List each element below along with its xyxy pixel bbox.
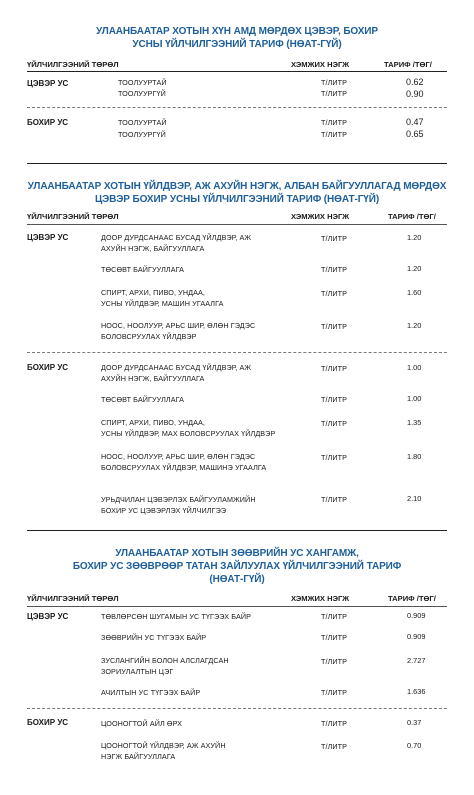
section3-category-clean: ЦЭВЭР УС (27, 612, 69, 621)
section2-row-tariff: 1.00 (407, 394, 422, 403)
section2-row-desc: СПИРТ, АРХИ, ПИВО, УНДАА, (101, 418, 205, 427)
section2-row-desc: УРЬДЧИЛАН ЦЭВЭРЛЭХ БАЙГУУЛАМЖИЙН (101, 495, 256, 504)
section2-col-unit: ХЭМЖИХ НЭГЖ (291, 212, 350, 221)
section2-row-unit: Т/ЛИТР (321, 289, 348, 298)
section2-title-line1: УЛААНБААТАР ХОТЫН ҮЙЛДВЭР, АЖ АХУЙН НЭГЖ, АЛБАН БАЙГУУЛЛАГАД МӨРДӨХ (27, 181, 447, 192)
section1-row-desc: ТООЛУУРТАЙ (118, 78, 167, 87)
section3-title-line2: БОХИР УС ЗӨӨВРӨӨР ТАТАН ЗАЙЛУУЛАХ ҮЙЛЧИЛГЭЭНИЙ ТАРИФ (72, 561, 402, 572)
section2-title-line2: ЦЭВЭР БОХИР УСНЫ ҮЙЛЧИЛГЭЭНИЙ ТАРИФ (НӨАТ-ГҮЙ) (94, 194, 380, 205)
section3-row-desc: ЗӨӨВРИЙН УС ТҮГЭЭХ БАЙР (101, 633, 207, 642)
section1-group-divider (27, 107, 447, 108)
section2-category-waste: БОХИР УС (27, 363, 69, 372)
section3-col-tariff: ТАРИФ /ТӨГ/ (388, 594, 436, 603)
section3-row-desc: ЗУСЛАНГИЙН БОЛОН АЛСЛАГДСАН (101, 656, 229, 665)
section2-col-tariff: ТАРИФ /ТӨГ/ (388, 212, 436, 221)
section3-row-tariff: 2.727 (407, 656, 426, 665)
section2-row-desc: АХУЙН НЭГЖ, БАЙГУУЛЛАГА (101, 374, 205, 383)
section2-row-desc: БОЛОВСРУУЛАХ ҮЙЛДВЭР (101, 332, 197, 341)
section1-row-tariff: 0.65 (406, 129, 424, 139)
section3-title-line3: (НӨАТ-ГҮЙ) (209, 574, 265, 585)
section1-col-unit: ХЭМЖИХ НЭГЖ (291, 60, 350, 69)
section2-row-desc: УСНЫ ҮЙЛДВЭР, МАШИН УГААЛГА (101, 299, 224, 308)
section3-row-unit: Т/ЛИТР (321, 657, 348, 666)
section2-header-rule (27, 224, 447, 225)
section2-row-tariff: 1.20 (407, 264, 422, 273)
section1-category-waste: БОХИР УС (27, 118, 69, 127)
section2-row-desc: ТӨСӨВТ БАЙГУУЛЛАГА (101, 265, 184, 274)
section1-row-unit: Т/ЛИТР (321, 89, 348, 98)
section3-row-tariff: 0.909 (407, 611, 426, 620)
section1-col-type: ҮЙЛЧИЛГЭЭНИЙ ТӨРӨЛ (27, 60, 119, 69)
section2-row-unit: Т/ЛИТР (321, 495, 348, 504)
section2-row-desc: СПИРТ, АРХИ, ПИВО, УНДАА, (101, 288, 205, 297)
section2-row-desc: ДООР ДУРДСАНААС БУСАД ҮЙЛДВЭР, АЖ (101, 363, 252, 372)
section2-row-tariff: 1.60 (407, 288, 422, 297)
section2-row-unit: Т/ЛИТР (321, 234, 348, 243)
section2-row-tariff: 2.10 (407, 494, 422, 503)
section2-row-desc: НООС, НООЛУУР, АРЬС ШИР, ӨЛӨН ГЭДЭС (101, 452, 256, 461)
section3-row-unit: Т/ЛИТР (321, 688, 348, 697)
section3-row-desc: НЭГЖ БАЙГУУЛЛАГА (101, 752, 176, 761)
section1-col-tariff: ТАРИФ /ТӨГ/ (384, 60, 432, 69)
section1-row-desc: ТООЛУУРГҮЙ (118, 89, 166, 98)
section3-row-desc: АЧИЛТЫН УС ТҮГЭЭХ БАЙР (101, 688, 201, 697)
section1-row-unit: Т/ЛИТР (321, 118, 348, 127)
section2-col-type: ҮЙЛЧИЛГЭЭНИЙ ТӨРӨЛ (27, 212, 119, 221)
section2-row-unit: Т/ЛИТР (321, 265, 348, 274)
section1-row-tariff: 0.90 (406, 89, 424, 99)
section1-row-unit: Т/ЛИТР (321, 78, 348, 87)
section2-row-tariff: 1.80 (407, 452, 422, 461)
section2-row-desc: БОХИР УС ЦЭВЭРЛЭХ ҮЙЛЧИЛГЭЭ (101, 506, 227, 515)
section1-category-clean: ЦЭВЭР УС (27, 79, 69, 88)
section2-category-clean: ЦЭВЭР УС (27, 233, 69, 242)
section3-row-unit: Т/ЛИТР (321, 719, 348, 728)
section3-row-tariff: 0.909 (407, 632, 426, 641)
section1-title-line1: УЛААНБААТАР ХОТЫН ХҮН АМД МӨРДӨХ ЦЭВЭР, БОХИР (96, 26, 378, 37)
section3-header-rule (27, 606, 447, 607)
section2-row-desc: ТӨСӨВТ БАЙГУУЛЛАГА (101, 395, 184, 404)
section2-row-tariff: 1.20 (407, 233, 422, 242)
section2-group-divider (27, 352, 447, 353)
section2-row-desc: НООС, НООЛУУР, АРЬС ШИР, ӨЛӨН ГЭДЭС (101, 321, 256, 330)
section3-title-line1: УЛААНБААТАР ХОТЫН ЗӨӨВРИЙН УС ХАНГАМЖ, (115, 548, 359, 559)
section3-row-desc: ТӨВЛӨРСӨН ШУГАМЫН УС ТҮГЭЭХ БАЙР (101, 612, 252, 621)
section2-row-unit: Т/ЛИТР (321, 395, 348, 404)
section1-row-desc: ТООЛУУРГҮЙ (118, 130, 166, 139)
section1-row-tariff: 0.47 (406, 117, 424, 127)
section2-row-tariff: 1.35 (407, 418, 422, 427)
section3-group-divider (27, 708, 447, 709)
section2-row-desc: УСНЫ ҮЙЛДВЭР, МАХ БОЛОВСРУУЛАХ ҮЙЛДВЭР (101, 429, 276, 438)
section2-row-desc: АХУЙН НЭГЖ, БАЙГУУЛЛАГА (101, 244, 205, 253)
section3-category-waste: БОХИР УС (27, 718, 69, 727)
section-divider (27, 163, 447, 164)
section2-row-unit: Т/ЛИТР (321, 322, 348, 331)
section3-row-desc: ЦООНОГТОЙ ҮЙЛДВЭР, АЖ АХУЙН (101, 741, 226, 750)
section1-row-unit: Т/ЛИТР (321, 130, 348, 139)
section3-row-tariff: 0.37 (407, 718, 422, 727)
section1-title-line2: УСНЫ ҮЙЛЧИЛГЭЭНИЙ ТАРИФ (НӨАТ-ГҮЙ) (132, 39, 342, 50)
section2-row-unit: Т/ЛИТР (321, 419, 348, 428)
section1-row-tariff: 0.62 (406, 77, 424, 87)
section3-row-unit: Т/ЛИТР (321, 612, 348, 621)
section2-row-tariff: 1.20 (407, 321, 422, 330)
section-divider (27, 530, 447, 531)
section3-row-tariff: 1.636 (407, 687, 426, 696)
section3-row-tariff: 0.70 (407, 741, 422, 750)
section3-row-unit: Т/ЛИТР (321, 742, 348, 751)
section2-row-tariff: 1.00 (407, 363, 422, 372)
section3-col-type: ҮЙЛЧИЛГЭЭНИЙ ТӨРӨЛ (27, 594, 119, 603)
section3-col-unit: ХЭМЖИХ НЭГЖ (291, 594, 350, 603)
section3-row-desc: ЦООНОГТОЙ АЙЛ ӨРХ (101, 719, 183, 728)
section2-row-desc: ДООР ДУРДСАНААС БУСАД ҮЙЛДВЭР, АЖ (101, 233, 252, 242)
section3-row-desc: ЗОРИУЛАЛТЫН ЦЭГ (101, 667, 174, 676)
section2-row-desc: БОЛОВСРУУЛАХ ҮЙЛДВЭР, МАШИНЭ УГААЛГА (101, 463, 267, 472)
section2-row-unit: Т/ЛИТР (321, 364, 348, 373)
section3-row-unit: Т/ЛИТР (321, 633, 348, 642)
section2-row-unit: Т/ЛИТР (321, 453, 348, 462)
section1-row-desc: ТООЛУУРТАЙ (118, 118, 167, 127)
section1-header-rule (27, 71, 447, 72)
